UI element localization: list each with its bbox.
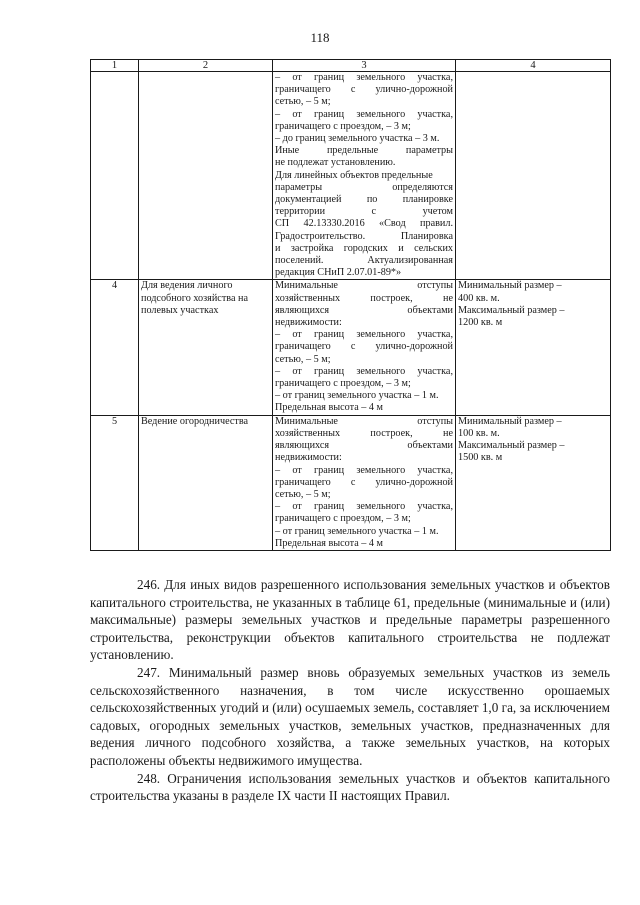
plot-size-cell [456,280,611,415]
column-header-1: 1 [91,60,139,72]
cell-line: – от границ земельного участка, [275,464,453,476]
building-parameters-cell [273,415,456,550]
cell-line: 1500 кв. м [458,452,503,464]
cell-line: – от границ земельного участка, [275,108,453,120]
cell-line: – от границ земельного участка – 1 м. [275,525,439,537]
building-parameters-cell [273,72,456,280]
cell-line: Для линейных объектов предельные [275,169,433,181]
cell-line: – от границ земельного участка, [275,365,453,377]
cell-line: подсобного хозяйства на [141,292,248,304]
table-row [91,280,611,415]
table-row [91,72,611,280]
cell-line: граничащего с проездом, – 3 м; [275,513,411,525]
cell-line: сетью, – 5 м; [275,353,331,365]
cell-line: документацией по планировке [275,194,453,206]
plot-size-cell [456,72,611,280]
cell-line: Минимальные отступы [275,280,453,292]
plot-size-cell [456,415,611,550]
column-header-4: 4 [456,60,611,72]
cell-line: полевых участках [141,304,219,316]
column-header-2: 2 [139,60,273,72]
cell-line: граничащего с проездом, – 3 м; [275,378,411,390]
cell-line: СП 42.13330.2016 «Свод правил. [275,218,453,230]
cell-line: недвижимости: [275,452,342,464]
cell-line: хозяйственных построек, не [275,427,453,439]
regulations-table [90,59,611,551]
cell-line: Минимальный размер – [458,280,562,292]
cell-line: хозяйственных построек, не [275,292,453,304]
cell-line: сетью, – 5 м; [275,96,331,108]
cell-line: Иные предельные параметры [275,145,453,157]
cell-line: Минимальный размер – [458,415,562,427]
cell-line: параметры определяются [275,181,453,193]
cell-line: граничащего с проездом, – 3 м; [275,120,411,132]
row-number-cell [91,72,139,280]
cell-line: недвижимости: [275,317,342,329]
cell-line: 1200 кв. м [458,317,503,329]
cell-line: не подлежат установлению. [275,157,396,169]
cell-line: граничащего с улично-дорожной [275,476,453,488]
cell-line: являющихся объектами [275,304,453,316]
paragraph-247: 247. Минимальный размер вновь образуемых земельных участков из земель сельскохозяйственного назначения, в том числе искусственно орошаемых сельскохозяйственных угодий и (или) осушаемых земель, составляет 1,0 га, за исключением садовых, огородных земельных участков, земельных участков, предназначенных для ведения личного подсобного хозяйства, а также земельных участков, на которых расположены объекты недвижимого имущества. [90,664,610,768]
building-parameters-cell [273,280,456,415]
cell-line: Градостроительство. Планировка [275,230,453,242]
cell-line: – от границ земельного участка – 1 м. [275,390,439,402]
cell-line: 400 кв. м. [458,292,500,304]
cell-line: граничащего с улично-дорожной [275,84,453,96]
page-number: 118 [310,30,330,45]
paragraph-248: 248. Ограничения использования земельных участков и объектов капитального строительства указаны в разделе IX части II настоящих Правил. [90,770,610,804]
cell-line: поселений. Актуализированная [275,255,453,267]
cell-line: Ведение огородничества [141,415,249,427]
body-text [90,576,610,805]
cell-line: редакция СНиП 2.07.01-89*» [275,267,402,279]
cell-line: Минимальные отступы [275,415,453,427]
cell-line: – до границ земельного участка – 3 м. [275,133,440,145]
cell-line: территории с учетом [275,206,453,218]
row-number-cell: 4 [91,280,139,415]
row-number-cell: 5 [91,415,139,550]
cell-line: – от границ земельного участка, [275,501,453,513]
cell-line: Максимальный размер – [458,304,565,316]
column-header-3: 3 [273,60,456,72]
cell-line: Для ведения личного [141,280,233,292]
land-use-type-cell [139,280,273,415]
cell-line: являющихся объектами [275,440,453,452]
cell-line: Максимальный размер – [458,440,565,452]
land-use-type-cell [139,72,273,280]
cell-line: – от границ земельного участка, [275,329,453,341]
table-row [91,415,611,550]
paragraph-246: 246. Для иных видов разрешенного использования земельных участков и объектов капитального строительства, не указанных в таблице 61, предельные (минимальные и (или) максимальные) размеры земельных участков и предельные параметры разрешенного строительства, реконструкции объектов капитального строительства не подлежат установлению. [90,577,610,663]
land-use-type-cell [139,415,273,550]
cell-line: Предельная высота – 4 м [275,402,383,414]
cell-line: и застройка городских и сельских [275,242,453,254]
cell-line: сетью, – 5 м; [275,488,331,500]
cell-line: граничащего с улично-дорожной [275,341,453,353]
cell-line: – от границ земельного участка, [275,72,453,83]
table-header-row [91,60,611,72]
cell-line: Предельная высота – 4 м [275,537,383,549]
cell-line: 100 кв. м. [458,427,500,439]
